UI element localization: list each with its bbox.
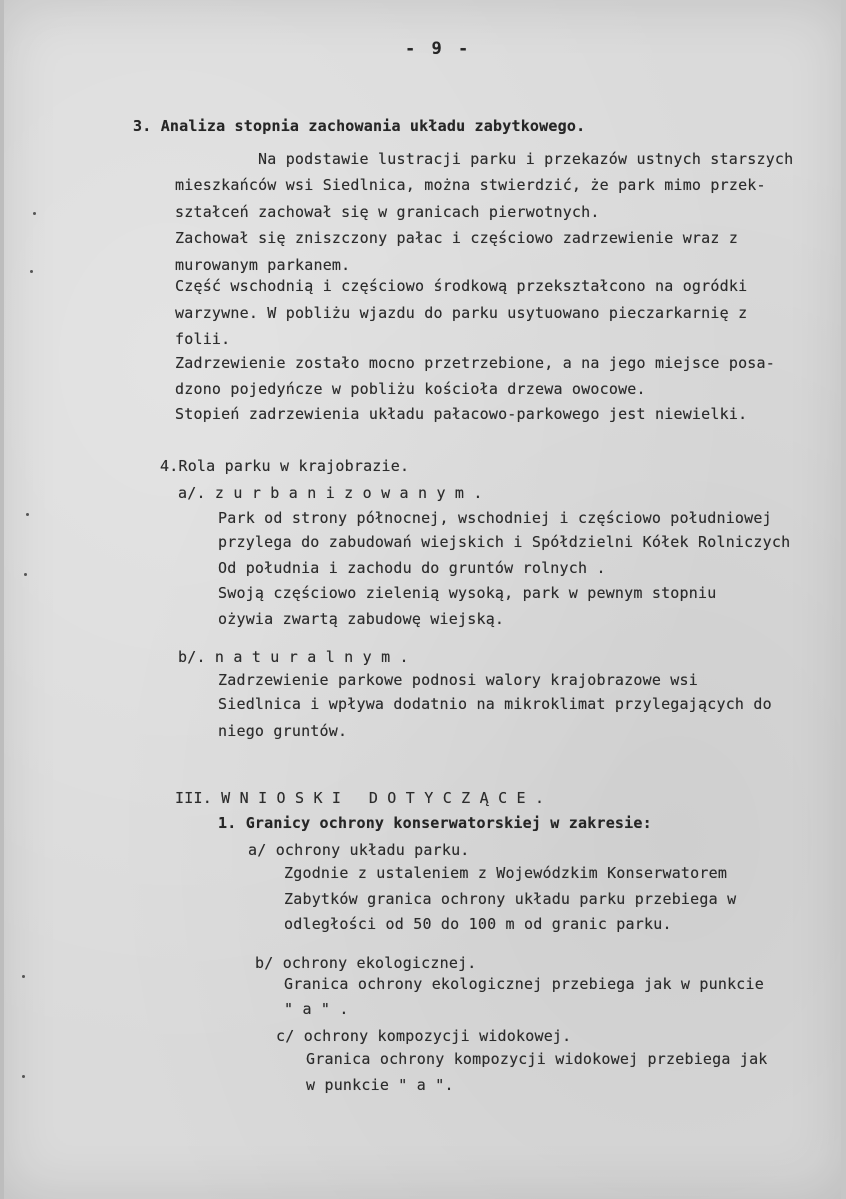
body-line: warzywne. W pobliżu wjazdu do parku usytuowano pieczarkarnię z [175,304,748,322]
section-heading: 3. Analiza stopnia zachowania układu zabytkowego. [133,117,586,135]
body-line: murowanym parkanem. [175,256,351,274]
subsection-heading: a/. z u r b a n i z o w a n y m . [178,484,483,502]
body-line: niego gruntów. [218,722,348,740]
body-line: Część wschodnią i częściowo środkową przekształcono na ogródki [175,277,748,295]
body-line: Stopień zadrzewienia układu pałacowo-parkowego jest niewielki. [175,405,748,423]
body-line: Na podstawie lustracji parku i przekazów ustnych starszych [258,150,794,168]
subsection-heading: b/. n a t u r a l n y m . [178,648,409,666]
margin-speck [26,513,29,516]
body-line: ożywia zwartą zabudowę wiejską. [218,610,505,628]
body-line: dzono pojedyńcze w pobliżu kościoła drzewa owocowe. [175,380,646,398]
margin-speck [24,573,27,576]
body-line: ształceń zachował się w granicach pierwotnych. [175,203,600,221]
section-heading: III. W N I O S K I D O T Y C Z Ą C E . [175,789,545,807]
subsection-heading: b/ ochrony ekologicznej. [255,954,477,972]
body-line: Zachował się zniszczony pałac i częściowo zadrzewienie wraz z [175,229,739,247]
body-line: Od południa i zachodu do gruntów rolnych . [218,559,606,577]
margin-speck [22,1075,25,1078]
body-line: folii. [175,330,231,348]
body-line: w punkcie " a ". [306,1076,454,1094]
subsection-heading: a/ ochrony układu parku. [248,841,470,859]
body-line: mieszkańców wsi Siedlnica, można stwierdzić, że park mimo przek- [175,176,766,194]
page-right-edge [841,0,846,1199]
numbered-item: 1. Granicy ochrony konserwatorskiej w zakresie: [218,814,652,832]
body-line: Zadrzewienie parkowe podnosi walory krajobrazowe wsi [218,671,698,689]
page-number: - 9 - [405,39,472,59]
section-heading: 4.Rola parku w krajobrazie. [160,457,410,475]
body-line: Zabytków granica ochrony układu parku przebiega w [284,890,737,908]
body-line: przylega do zabudowań wiejskich i Spółdzielni Kółek Rolniczych [218,533,791,551]
body-line: Zadrzewienie zostało mocno przetrzebione, a na jego miejsce posa- [175,354,775,372]
margin-speck [33,212,36,215]
body-line: Siedlnica i wpływa dodatnio na mikroklimat przylegających do [218,695,772,713]
body-line: Granica ochrony kompozycji widokowej przebiega jak [306,1050,768,1068]
body-line: Zgodnie z ustaleniem z Wojewódzkim Konserwatorem [284,864,728,882]
margin-speck [22,975,25,978]
body-line: " a " . [284,1000,349,1018]
body-line: Park od strony północnej, wschodniej i częściowo południowej [218,509,772,527]
subsection-heading: c/ ochrony kompozycji widokowej. [276,1027,572,1045]
body-line: odległości od 50 do 100 m od granic parku. [284,915,672,933]
body-line: Swoją częściowo zielenią wysoką, park w pewnym stopniu [218,584,717,602]
page-left-edge [0,0,4,1199]
margin-speck [30,270,33,273]
body-line: Granica ochrony ekologicznej przebiega jak w punkcie [284,975,764,993]
